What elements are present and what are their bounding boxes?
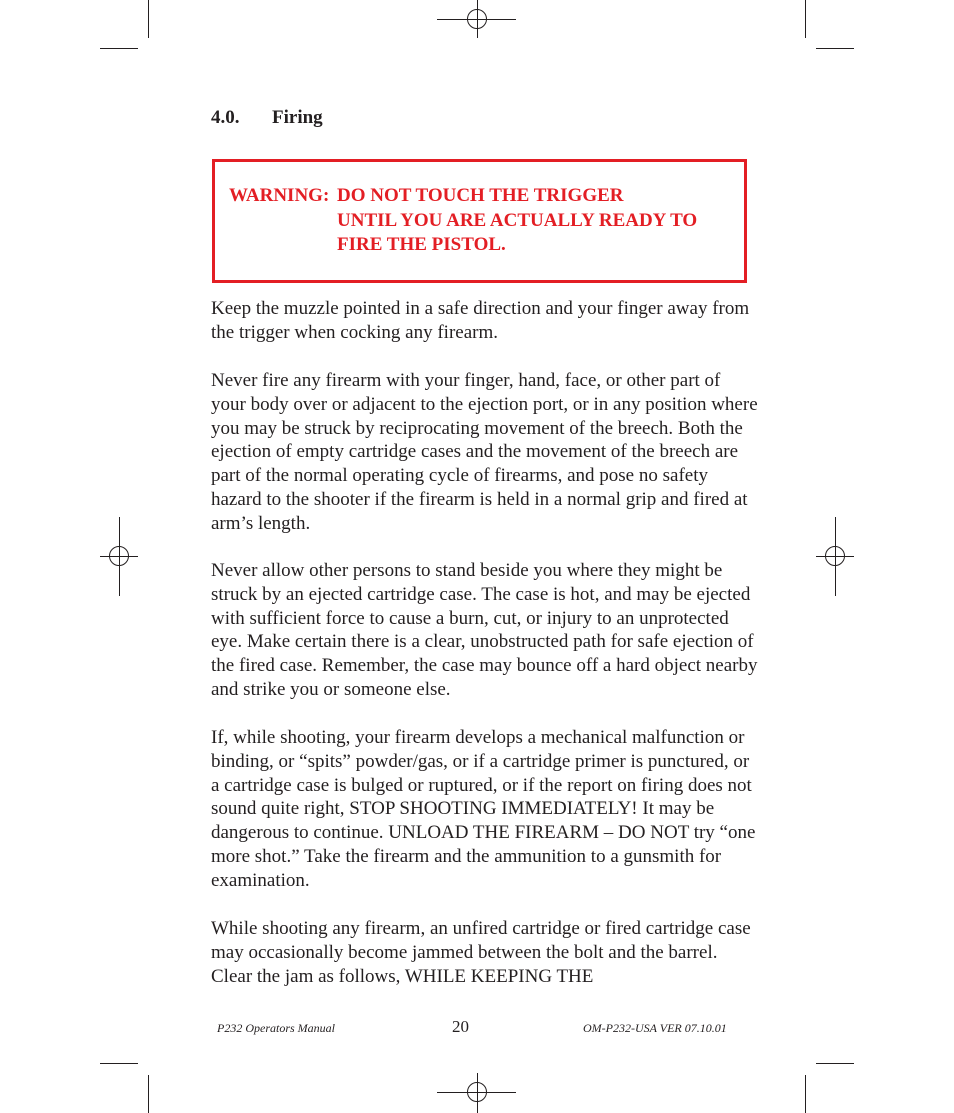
paragraph-bystanders: Never allow other persons to stand beside you where they might be struck by an ejected cartridge case. The case is hot, and may be ejected with sufficient force to cause a burn, cut, or injury to an unprotected eye. Make certain there is a clear, unobstructed path for safe ejection of the fired case. Remember, the case may bounce off a hard object nearby and strike you or someone else. (211, 560, 758, 700)
paragraph-ejection-port: Never fire any firearm with your finger, hand, face, or other part of your body over or adjacent to the ejection port, or in any position where you may be struck by reciprocating movement of the breech. Both the ejection of empty cartridge cases and the movement of the breech are part of the normal operating cycle of firearms, and pose no safety hazard to the shooter if the firearm is held in a normal grip and fired at arm’s length. (211, 370, 758, 534)
footer-manual-title: P232 Operators Manual (217, 1021, 335, 1035)
crop-mark-top-right-v (805, 0, 806, 38)
footer-version: OM-P232-USA VER 07.10.01 (583, 1021, 727, 1035)
section-number: 4.0. (211, 107, 240, 128)
crop-mark-bottom-right-h (816, 1063, 854, 1064)
crop-mark-top-left-h (100, 48, 138, 49)
crop-mark-bottom-left-v (148, 1075, 149, 1113)
warning-label: WARNING: (229, 185, 330, 206)
warning-line: FIRE THE PISTOL. (337, 234, 506, 255)
warning-line: UNTIL YOU ARE ACTUALLY READY TO (337, 209, 698, 231)
crop-mark-top-left-v (148, 0, 149, 38)
section-title: Firing (272, 107, 323, 128)
warning-text (337, 184, 737, 258)
crop-mark-bottom-right-v (805, 1075, 806, 1113)
paragraph-jam-clearing: While shooting any firearm, an unfired cartridge or fired cartridge case may occasionally become jammed between the bolt and the barrel. Clear the jam as follows, WHILE KEEPING THE (211, 918, 751, 987)
warning-box (212, 159, 747, 283)
footer-page-number: 20 (452, 1017, 469, 1036)
section-heading (211, 106, 323, 130)
paragraph-malfunction: If, while shooting, your firearm develops a mechanical malfunction or binding, or “spits” powder/gas, or if a cartridge primer is punctured, or a cartridge case is bulged or ruptured, or if the report on firing does not sound quite right, STOP SHOOTING IMMEDIATELY! It may be dangerous to continue. UNLOAD THE FIREARM – DO NOT try “one more shot.” Take the firearm and the ammunition to a gunsmith for examination. (211, 727, 756, 891)
warning-line: DO NOT TOUCH THE TRIGGER (337, 185, 624, 206)
crop-mark-bottom-left-h (100, 1063, 138, 1064)
crop-mark-top-right-h (816, 48, 854, 49)
paragraph-muzzle-direction: Keep the muzzle pointed in a safe direction and your finger away from the trigger when cocking any firearm. (211, 298, 750, 343)
